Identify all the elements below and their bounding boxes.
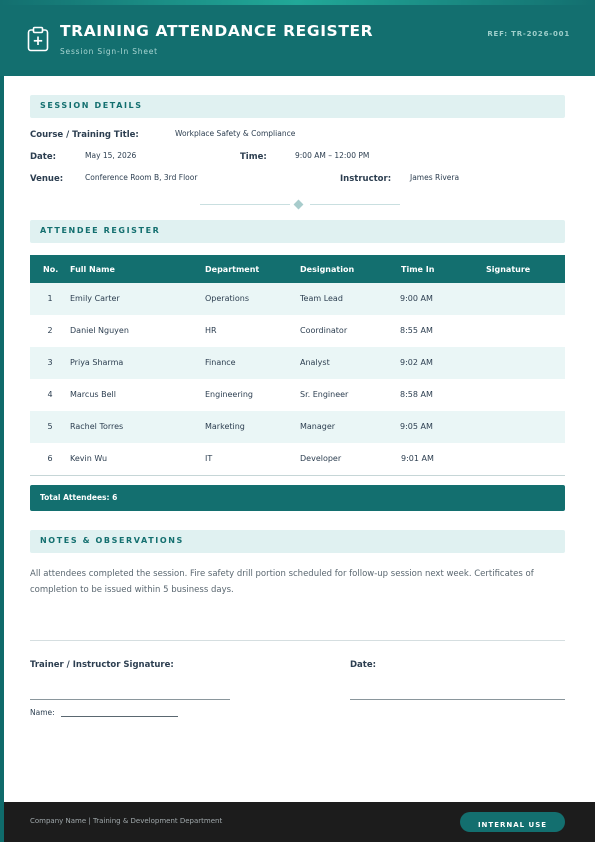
attendee-designation: Analyst (300, 358, 330, 367)
column-header-signature: Signature (486, 265, 531, 274)
divider-right (310, 204, 400, 205)
instructor-value: James Rivera (410, 173, 460, 182)
attendee-table (30, 255, 565, 476)
divider-diamond-icon (294, 200, 304, 210)
time-label: Time: (240, 152, 267, 162)
attendee-department: Operations (205, 294, 249, 303)
attendee-time-in: 9:00 AM (400, 294, 433, 303)
attendee-designation: Developer (300, 454, 342, 463)
row-number: 4 (47, 390, 53, 399)
time-value: 9:00 AM – 12:00 PM (295, 151, 370, 160)
attendee-name: Kevin Wu (70, 454, 108, 463)
attendee-department: IT (205, 454, 213, 463)
section-divider (30, 640, 565, 641)
column-header-time-in: Time In (401, 265, 435, 274)
column-header-name: Full Name (70, 265, 115, 274)
attendee-time-in: 8:58 AM (400, 390, 433, 399)
name-label: Name: (30, 708, 55, 717)
name-line[interactable] (61, 716, 178, 717)
reference-number: REF: TR-2026-001 (487, 30, 570, 38)
attendee-time-in: 8:55 AM (400, 326, 433, 335)
attendee-designation: Team Lead (300, 294, 343, 303)
row-number: 5 (47, 422, 53, 431)
attendee-department: Engineering (205, 390, 253, 399)
page-footer (4, 802, 595, 842)
column-header-department: Department (205, 265, 260, 274)
attendee-time-in: 9:01 AM (401, 454, 434, 463)
attendee-name: Daniel Nguyen (70, 326, 129, 335)
left-accent-stripe (0, 0, 4, 842)
attendee-department: Finance (205, 358, 236, 367)
attendee-name: Priya Sharma (70, 358, 124, 367)
venue-label: Venue: (30, 174, 64, 184)
section-heading-text: ATTENDEE REGISTER (40, 226, 161, 235)
date-label: Date: (30, 152, 57, 162)
attendee-name: Rachel Torres (70, 422, 124, 431)
trainer-signature-label: Trainer / Instructor Signature: (30, 660, 174, 670)
session-details-heading (30, 95, 565, 118)
badge-label: INTERNAL USE (477, 821, 548, 829)
notes-heading (30, 530, 565, 553)
notes-text: All attendees completed the session. Fire safety drill portion scheduled for follow-up session next week. Certificates of completion to be issued within 5 business days. (30, 569, 534, 595)
attendee-department: HR (205, 326, 217, 335)
footer-text: Company Name | Training & Development Department (30, 817, 223, 825)
page-title: TRAINING ATTENDANCE REGISTER (60, 22, 374, 40)
table-row (30, 411, 565, 443)
table-header (30, 255, 565, 283)
table-row (30, 283, 565, 315)
table-row (30, 315, 565, 347)
attendee-name: Emily Carter (70, 294, 120, 303)
table-row (30, 443, 565, 475)
row-number: 6 (47, 454, 53, 463)
attendee-designation: Sr. Engineer (300, 390, 349, 399)
column-header-designation: Designation (300, 265, 355, 274)
venue-value: Conference Room B, 3rd Floor (85, 173, 198, 182)
clipboard-plus-icon (27, 26, 49, 52)
attendee-time-in: 9:05 AM (400, 422, 433, 431)
total-attendees-bar (30, 485, 565, 511)
attendee-name: Marcus Bell (70, 390, 116, 399)
signoff-date-line[interactable] (350, 699, 565, 700)
attendee-department: Marketing (205, 422, 245, 431)
section-heading-text: SESSION DETAILS (40, 101, 143, 110)
divider-left (200, 204, 290, 205)
column-header-no: No. (43, 265, 59, 274)
total-attendees: Total Attendees: 6 (40, 493, 118, 502)
instructor-label: Instructor: (340, 174, 392, 184)
date-value: May 15, 2026 (85, 151, 137, 160)
page-subtitle: Session Sign-In Sheet (60, 47, 158, 56)
page-header (0, 0, 595, 76)
header-accent (0, 0, 595, 5)
attendee-time-in: 9:02 AM (400, 358, 433, 367)
trainer-signature-line[interactable] (30, 699, 230, 700)
course-label: Course / Training Title: (30, 130, 139, 140)
row-number: 1 (47, 294, 53, 303)
section-heading-text: NOTES & OBSERVATIONS (40, 536, 184, 545)
internal-use-badge (460, 812, 565, 832)
attendee-designation: Coordinator (300, 326, 348, 335)
course-value: Workplace Safety & Compliance (175, 129, 296, 138)
table-row (30, 379, 565, 411)
attendee-register-heading (30, 220, 565, 243)
table-row (30, 347, 565, 379)
attendee-designation: Manager (300, 422, 336, 431)
table-bottom-border (30, 475, 565, 476)
signoff-date-label: Date: (350, 660, 377, 670)
row-number: 3 (47, 358, 53, 367)
row-number: 2 (47, 326, 53, 335)
